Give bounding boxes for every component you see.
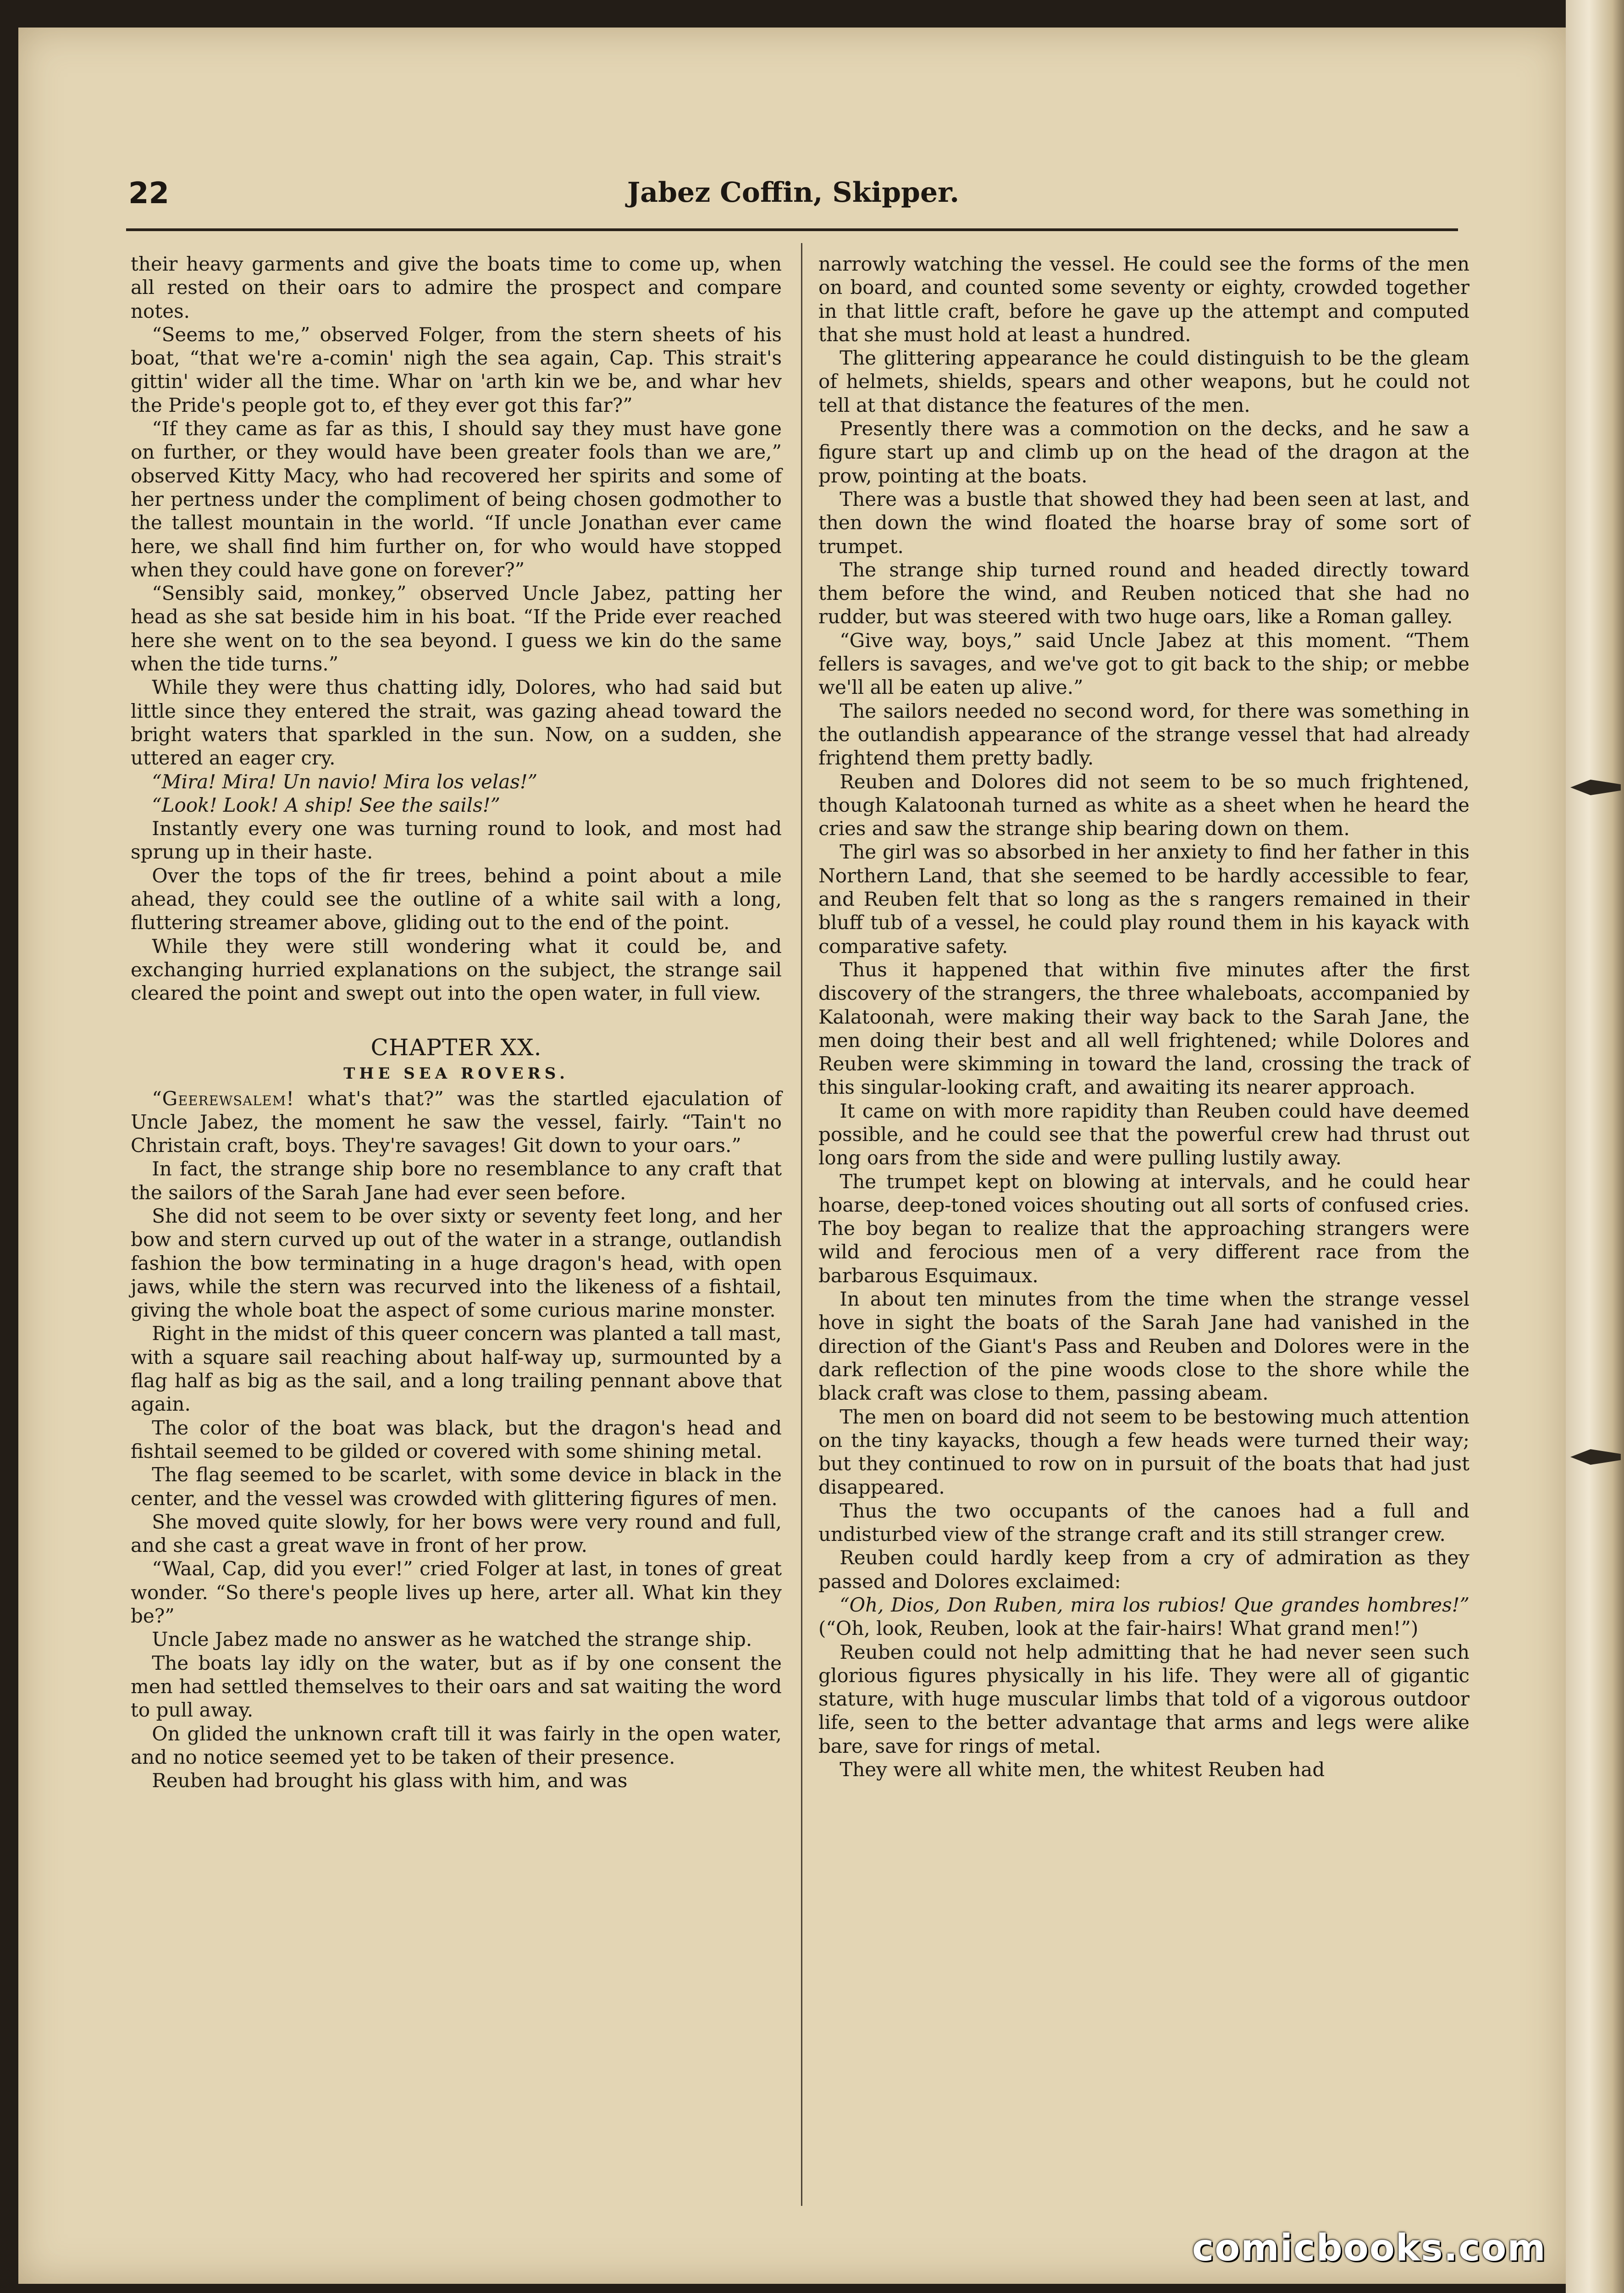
chapter-subtitle: THE SEA ROVERS.: [343, 1064, 569, 1083]
paragraph: “Waal, Cap, did you ever!” cried Folger at last, in tones of great wonder. “So there's people lives up here, arter all. What kin they be?”: [131, 1557, 782, 1628]
english-exclamation: “Look! Look! A ship! See the sails!”: [152, 793, 501, 816]
paragraph: While they were thus chatting idly, Dolores, who had said but little since they entered the strait, was gazing ahead toward the bright waters that sparkled in the sun. Now, on a sudden, she uttered an eager cry.: [131, 676, 782, 770]
paragraph: She moved quite slowly, for her bows were very round and full, and she cast a great wave in front of her prow.: [131, 1510, 782, 1557]
column-divider: [801, 243, 802, 2206]
paragraph: They were all white men, the whitest Reuben had: [840, 1758, 1325, 1781]
spanish-exclamation: “Mira! Mira! Un navio! Mira los velas!”: [152, 770, 538, 793]
paragraph: “Seems to me,” observed Folger, from the stern sheets of his boat, “that we're a-comin' nigh the sea again, Cap. This strait's gittin' wider all the time. Whar on 'arth kin we be, and whar hev the Pride's people got to, ef they ever got this far?”: [131, 323, 782, 416]
paragraph: While they were still wondering what it could be, and exchanging hurried explanations on the subject, the strange sail cleared the point and swept out into the open water, in full view.: [131, 935, 782, 1005]
watermark: comicbooks.com: [1192, 2227, 1547, 2269]
paragraph: Right in the midst of this queer concern was planted a tall mast, with a square sail reaching about half-way up, surmounted by a flag half as big as the sail, and a long trailing pennant above that again.: [131, 1322, 782, 1416]
paragraph: It came on with more rapidity than Reuben could have deemed possible, and he could see that the powerful crew had thrust out long oars from the side and were pulling lustily away.: [818, 1099, 1469, 1169]
binding-tack-bottom: [1570, 1449, 1621, 1465]
paragraph: Reuben could not help admitting that he had never seen such glorious figures physically in his life. They were all of gigantic stature, with huge muscular limbs that told of a vigorous outdoor life, seen to the better advantage that arms and legs were alike bare, save for rings of metal.: [818, 1640, 1469, 1757]
paragraph: “If they came as far as this, I should say they must have gone on further, or they would have been greater fools than we are,” observed Kitty Macy, who had recovered her spirits and some of her pertness under the compliment of being chosen godmother to the tallest mountain in the world. “If uncle Jonathan ever came here, we shall find him further on, for who would have stopped when they could have gone on forever?”: [131, 417, 782, 581]
paragraph: Instantly every one was turning round to look, and most had sprung up in their haste.: [131, 817, 782, 864]
paragraph: In about ten minutes from the time when the strange vessel hove in sight the boats of the Sarah Jane had vanished in the direction of the Giant's Pass and Reuben and Dolores were in the dark reflection of the pine woods close to the shore while the black craft was close to them, passing abeam.: [818, 1288, 1469, 1405]
chapter-heading: CHAPTER XX.: [370, 1034, 542, 1061]
paragraph: “Sensibly said, monkey,” observed Uncle Jabez, patting her head as she sat beside him in his boat. “If the Pride ever reached here she went on to the sea beyond. I guess we kin do the same when the tide turns.”: [131, 582, 782, 676]
paragraph: The sailors needed no second word, for there was something in the outlandish appearance of the strange vessel that had already frightend them pretty badly.: [818, 699, 1469, 770]
paragraph: Reuben and Dolores did not seem to be so much frightened, though Kalatoonah turned as white as a sheet when he heard the cries and saw the strange ship bearing down on them.: [818, 770, 1469, 840]
paragraph: Over the tops of the fir trees, behind a point about a mile ahead, they could see the outline of a white sail with a long, fluttering streamer above, gliding out to the end of the point.: [131, 864, 782, 934]
paragraph: Presently there was a commotion on the decks, and he saw a figure start up and climb up on the head of the dragon at the prow, pointing at the boats.: [818, 417, 1469, 487]
paragraph: their heavy garments and give the boats time to come up, when all rested on their oars to admire the prospect and compare notes.: [131, 253, 782, 322]
paragraph: The color of the boat was black, but the dragon's head and fishtail seemed to be gilded or covered with some shining metal.: [131, 1416, 782, 1462]
translation: (“Oh, look, Reuben, look at the fair-hairs! What grand men!”): [818, 1617, 1419, 1640]
paragraph: Reuben had brought his glass with him, and was: [152, 1769, 628, 1792]
paragraph: The strange ship turned round and headed directly toward them before the wind, and Reuben noticed that she had no rudder, but was steered with two huge oars, like a Roman galley.: [818, 558, 1469, 628]
binding-tack-top: [1570, 780, 1621, 795]
paragraph: On glided the unknown craft till it was fairly in the open water, and no notice seemed yet to be taken of their presence.: [131, 1722, 782, 1768]
paragraph: “Give way, boys,” said Uncle Jabez at this moment. “Them fellers is savages, and we've got to git back to the ship; or mebbe we'll all be eaten up alive.”: [818, 629, 1469, 699]
paragraph: Thus the two occupants of the canoes had a full and undisturbed view of the strange craft and its still stranger crew.: [818, 1499, 1469, 1546]
paragraph: She did not seem to be over sixty or seventy feet long, and her bow and stern curved up out of the water in a strange, outlandish fashion the bow terminating in a huge dragon's head, with open jaws, while the stern was recurved into the likeness of a fishtail, giving the whole boat the aspect of some curious marine monster.: [131, 1204, 782, 1322]
right-column: [818, 252, 1469, 1781]
dolores-exclamation: [818, 1593, 1469, 1640]
opening-word: “Geerewsalem!: [152, 1087, 295, 1110]
page-number: 22: [128, 177, 170, 210]
paragraph: narrowly watching the vessel. He could see the forms of the men on board, and counted some seventy or eighty, crowded together in that little craft, before he gave up the attempt and computed that she must hold at least a hundred.: [818, 253, 1469, 346]
book-page: [18, 28, 1566, 2284]
page-header: [128, 177, 1458, 213]
chapter-opening-paragraph: [131, 1087, 782, 1158]
paragraph: The men on board did not seem to be bestowing much attention on the tiny kayacks, though a few heads were turned their way; but they continued to row on in pursuit of the boats that had just disappeared.: [818, 1405, 1469, 1499]
paragraph: Uncle Jabez made no answer as he watched the strange ship.: [152, 1628, 752, 1651]
left-column: [131, 252, 782, 1792]
binding-spine: [1566, 0, 1624, 2293]
paragraph: In fact, the strange ship bore no resemblance to any craft that the sailors of the Sarah Jane had ever seen before.: [131, 1158, 782, 1204]
paragraph: The glittering appearance he could distinguish to be the gleam of helmets, shields, spears and other weapons, but he could not tell at that distance the features of the men.: [818, 347, 1469, 416]
paragraph: There was a bustle that showed they had been seen at last, and then down the wind floated the hoarse bray of some sort of trumpet.: [818, 487, 1469, 558]
paragraph: The boats lay idly on the water, but as if by one consent the men had settled themselves to their oars and sat waiting the word to pull away.: [131, 1651, 782, 1722]
paragraph: Thus it happened that within five minutes after the first discovery of the strangers, the three whaleboats, accompanied by Kalatoonah, were making their way back to the Sarah Jane, the men doing their best and all well frightened; while Dolores and Reuben were skimming in toward the land, crossing the track of this singular-looking craft, and awaiting its nearer approach.: [818, 958, 1469, 1099]
paragraph: The flag seemed to be scarlet, with some device in black in the center, and the vessel was crowded with glittering figures of men.: [131, 1463, 782, 1510]
paragraph: The trumpet kept on blowing at intervals, and he could hear hoarse, deep-toned voices shouting out all sorts of confused cries. The boy began to realize that the approaching strangers were wild and ferocious men of a very different race from the barbarous Esquimaux.: [818, 1170, 1469, 1287]
spanish-exclamation: “Oh, Dios, Don Ruben, mira los rubios! Que grandes hombres!”: [840, 1593, 1469, 1616]
opening-text: what's that?” was the startled ejaculation of Uncle Jabez, the moment he saw the vessel, fairly. “Tain't no Christain craft, boys. They're savages! Git down to your oars.”: [131, 1087, 782, 1157]
header-rule: [126, 228, 1458, 231]
paragraph: The girl was so absorbed in her anxiety to find her father in this Northern Land, that she seemed to be hardly accessible to fear, and Reuben felt that so long as the s rangers remained in their bluff tub of a vessel, he could play round them in his kayack with comparative safety.: [818, 841, 1469, 958]
running-title: Jabez Coffin, Skipper.: [627, 177, 960, 209]
paragraph: Reuben could hardly keep from a cry of admiration as they passed and Dolores exclaimed:: [818, 1546, 1469, 1593]
